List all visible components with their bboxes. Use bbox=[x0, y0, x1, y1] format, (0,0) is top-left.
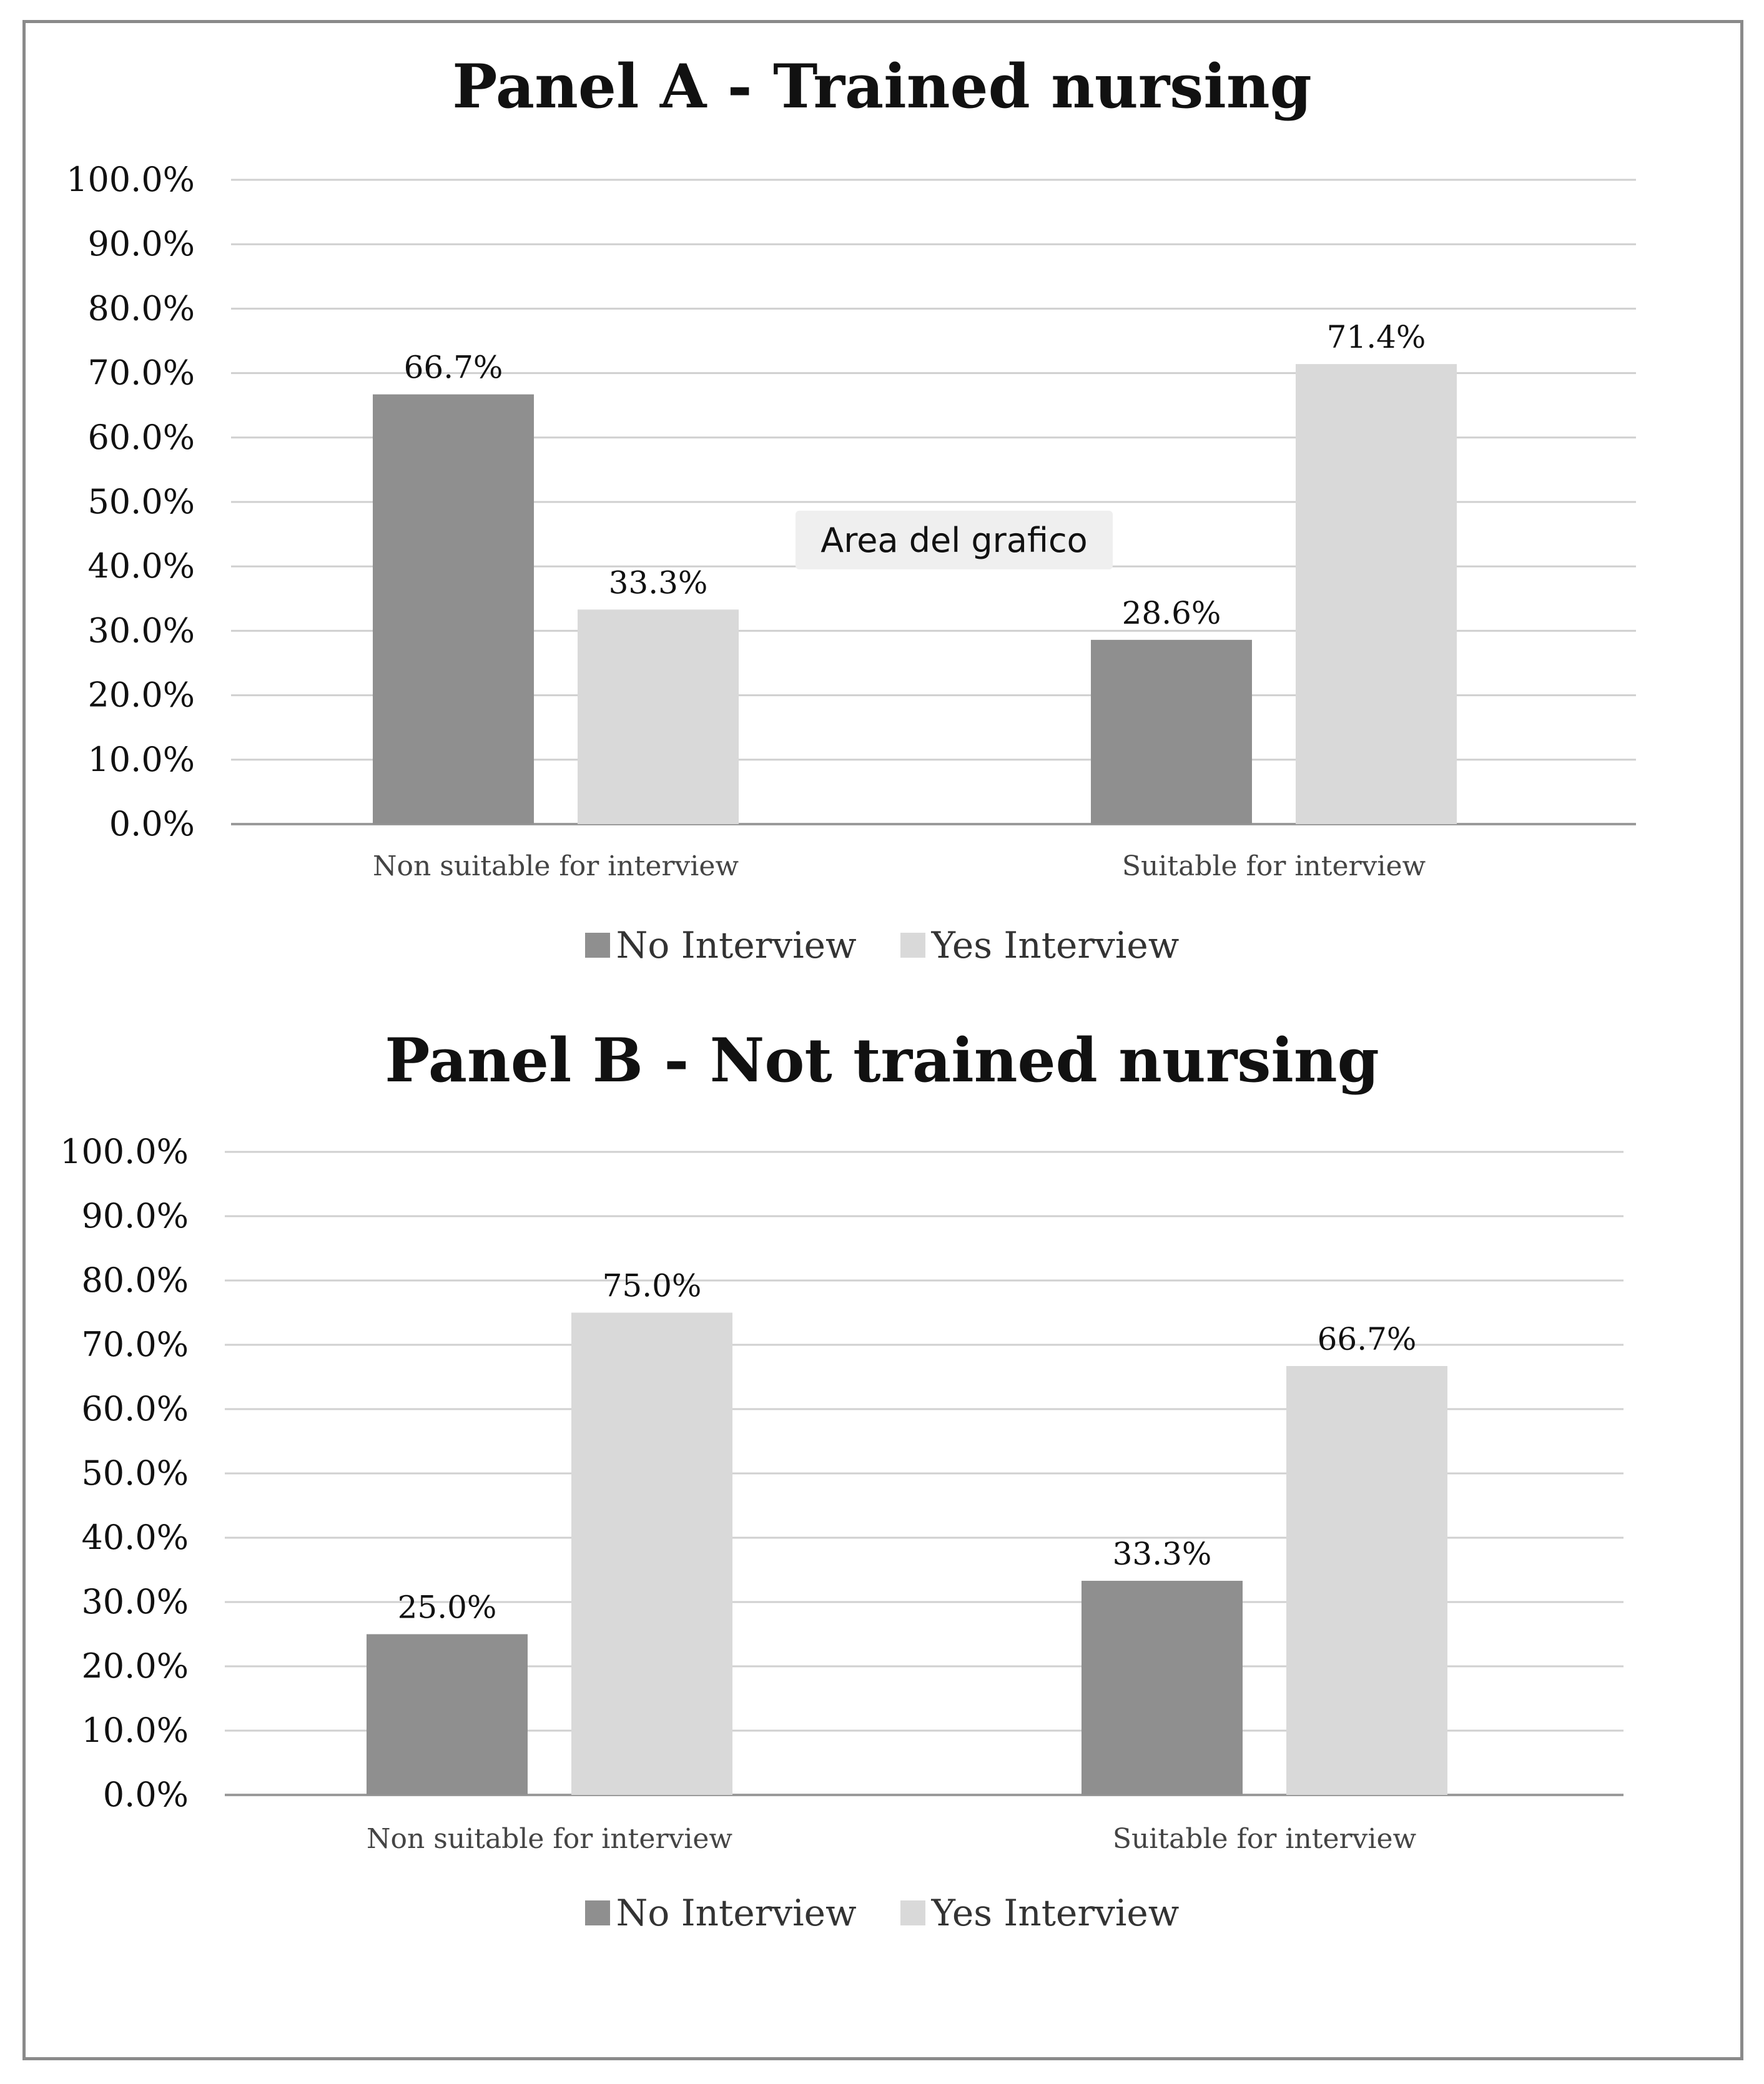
y-tick-label: 70.0% bbox=[81, 1325, 189, 1364]
y-tick-label: 80.0% bbox=[81, 1261, 189, 1300]
legend-item-no-interview bbox=[585, 1892, 857, 1934]
data-label: 71.4% bbox=[1326, 319, 1426, 356]
x-category-label: Suitable for interview bbox=[1112, 1823, 1417, 1855]
legend-label-yes-interview: Yes Interview bbox=[931, 1892, 1180, 1934]
chart-area-tooltip: Area del grafico bbox=[796, 511, 1113, 569]
y-tick-label: 30.0% bbox=[87, 611, 195, 651]
y-tick-label: 90.0% bbox=[81, 1196, 189, 1236]
y-tick-label: 30.0% bbox=[81, 1582, 189, 1621]
y-tick-label: 50.0% bbox=[81, 1453, 189, 1493]
y-tick-label: 0.0% bbox=[102, 1775, 189, 1814]
x-category-label: Suitable for interview bbox=[1121, 850, 1426, 882]
legend-swatch-no-interview bbox=[585, 933, 610, 958]
bar-yes-interview bbox=[578, 609, 739, 824]
panel-a bbox=[0, 0, 1764, 999]
y-tick-label: 40.0% bbox=[87, 546, 195, 586]
legend-swatch-yes-interview bbox=[900, 1900, 925, 1925]
data-label: 66.7% bbox=[403, 349, 503, 386]
panel-b-title: Panel B - Not trained nursing bbox=[385, 1025, 1379, 1096]
panel-a-title: Panel A - Trained nursing bbox=[452, 51, 1312, 122]
y-tick-label: 10.0% bbox=[81, 1711, 189, 1750]
y-tick-label: 80.0% bbox=[87, 288, 195, 328]
legend-label-no-interview: No Interview bbox=[616, 1892, 857, 1934]
data-label: 25.0% bbox=[397, 1589, 497, 1626]
bar-no-interview bbox=[1091, 640, 1252, 824]
legend-swatch-yes-interview bbox=[900, 933, 925, 958]
y-tick-label: 60.0% bbox=[87, 417, 195, 457]
x-category-label: Non suitable for interview bbox=[372, 850, 739, 882]
legend-label-yes-interview: Yes Interview bbox=[931, 924, 1180, 966]
data-label: 33.3% bbox=[1112, 1536, 1212, 1573]
y-tick-label: 50.0% bbox=[87, 482, 195, 521]
panel-a-chart bbox=[0, 0, 1764, 999]
y-tick-label: 20.0% bbox=[81, 1646, 189, 1686]
y-tick-label: 20.0% bbox=[87, 675, 195, 715]
bar-no-interview bbox=[367, 1634, 528, 1796]
bar-yes-interview bbox=[1286, 1366, 1447, 1795]
legend-item-yes-interview bbox=[900, 1892, 1180, 1934]
y-tick-label: 10.0% bbox=[87, 739, 195, 779]
y-tick-label: 0.0% bbox=[109, 804, 195, 843]
x-category-label: Non suitable for interview bbox=[366, 1823, 733, 1855]
y-tick-label: 100.0% bbox=[66, 160, 195, 199]
legend-label-no-interview: No Interview bbox=[616, 924, 857, 966]
data-label: 28.6% bbox=[1121, 594, 1221, 631]
y-tick-label: 40.0% bbox=[81, 1518, 189, 1557]
legend-swatch-no-interview bbox=[585, 1900, 610, 1925]
bar-no-interview bbox=[373, 395, 534, 824]
y-tick-label: 100.0% bbox=[60, 1132, 189, 1171]
panel-a-legend bbox=[0, 924, 1764, 966]
y-tick-label: 90.0% bbox=[87, 224, 195, 264]
bar-no-interview bbox=[1082, 1581, 1243, 1795]
data-label: 66.7% bbox=[1317, 1320, 1417, 1357]
y-tick-label: 60.0% bbox=[81, 1389, 189, 1428]
bar-yes-interview bbox=[1296, 364, 1457, 824]
bar-yes-interview bbox=[571, 1313, 732, 1796]
panel-b-legend bbox=[0, 1892, 1764, 1934]
y-tick-label: 70.0% bbox=[87, 353, 195, 393]
legend-item-no-interview bbox=[585, 924, 857, 966]
panel-b-chart bbox=[0, 974, 1764, 1923]
legend-item-yes-interview bbox=[900, 924, 1180, 966]
data-label: 75.0% bbox=[602, 1267, 702, 1304]
data-label: 33.3% bbox=[608, 564, 708, 601]
panel-b bbox=[0, 974, 1764, 1934]
